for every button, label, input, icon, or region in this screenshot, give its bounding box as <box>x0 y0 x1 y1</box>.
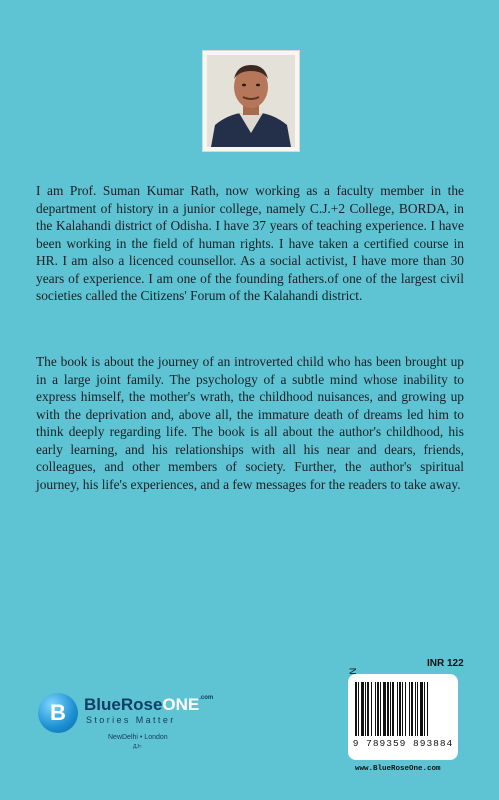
author-photo-frame <box>202 50 300 152</box>
barcode-box <box>348 674 458 760</box>
publisher-logo <box>38 693 214 750</box>
book-blurb: The book is about the journey of an introverted child who has been brought up in a large joint family. The psychology of a subtle mind whose inability to express himself, the mother's wrath, the childhood nuisances, and growing up with the deprivation and, above all, the immature death of dreams led him to think deeply regarding life. The book is all about the author's childhood, his early learning, and his relationships with all his near and dears, friends, colleagues, and other members of society. Further, the author's spiritual journey, his life's experiences, and a few messages for the readers to take away. <box>36 354 464 492</box>
price-label: INR 122 <box>427 658 464 669</box>
author-photo <box>207 55 295 147</box>
publisher-tagline: Stories Matter <box>86 715 176 725</box>
publisher-website: www.BlueRoseOne.com <box>355 765 441 773</box>
publisher-mark-icon: B <box>38 693 78 733</box>
publisher-small-mark: ДJ≈ <box>133 744 142 750</box>
publisher-name: BlueRoseONE$^{.com}$ <box>84 695 214 714</box>
author-bio: I am Prof. Suman Kumar Rath, now working as a faculty member in the department of history in a junior college, namely C.J.+2 College, BORDA, in the Kalahandi district of Odisha. I have 37 years of teaching experience. I have been working in the field of human rights. I have taken a certified course in HR. I am also a licenced counsellor. As a social activist, I have more than 30 years of experience. I am one of the founding fathers.of one of the largest civil societies called the Citizens' Forum of the Kalahandi district. <box>36 183 464 303</box>
isbn-number: 9 789359 893884 <box>352 738 454 749</box>
publisher-cities: NewDelhi • London <box>108 734 168 741</box>
barcode-icon <box>355 682 451 736</box>
author-portrait-icon <box>207 55 295 147</box>
